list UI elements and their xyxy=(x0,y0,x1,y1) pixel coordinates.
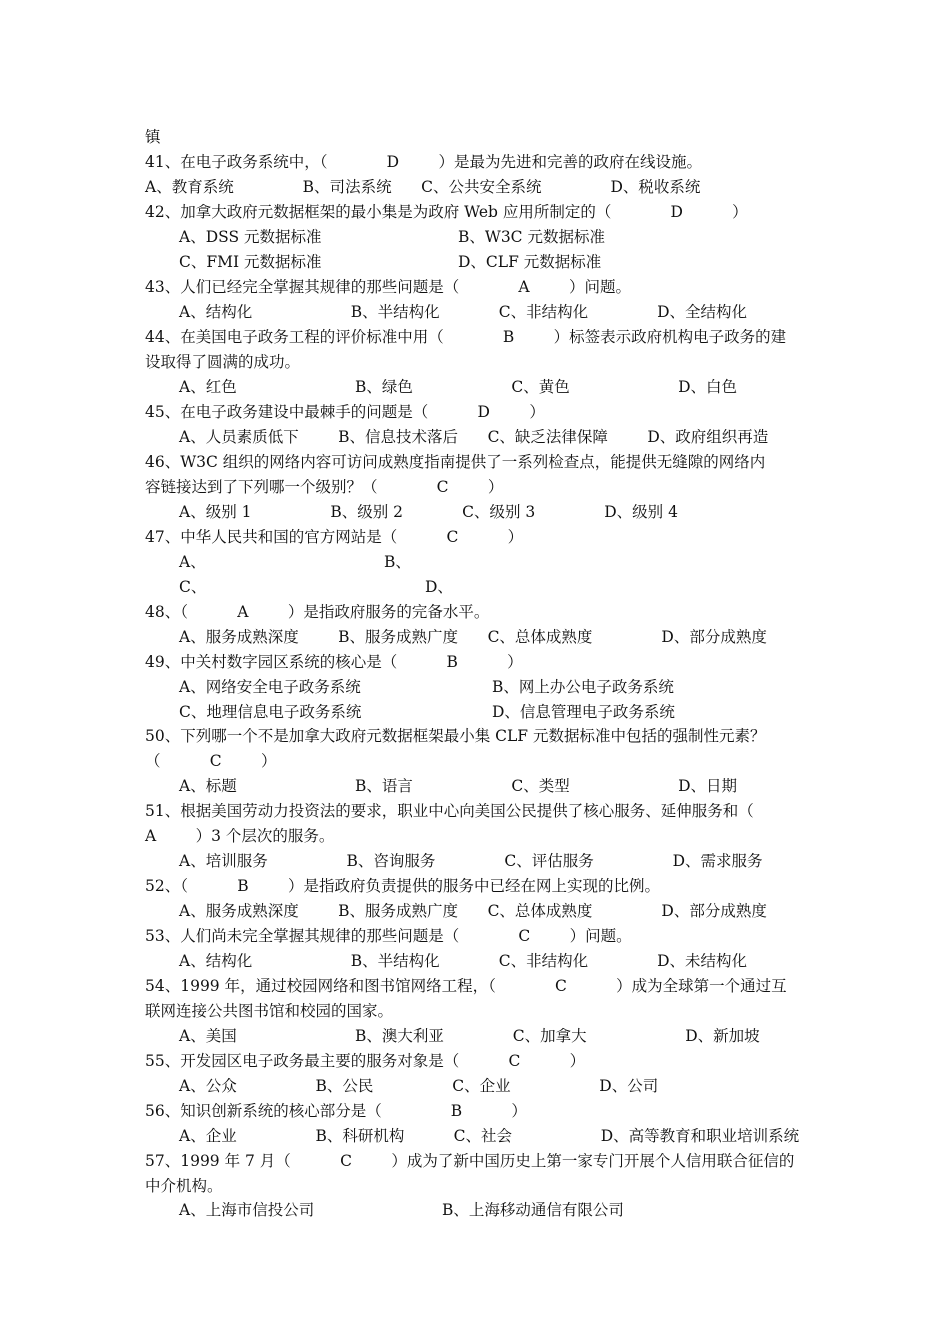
option-42-a: A、DSS 元数据标准 xyxy=(179,228,322,246)
option-47-a: A、 xyxy=(179,553,206,571)
question-47: 47、中华人民共和国的官方网站是（ C ） xyxy=(145,528,524,546)
question-54: 54、1999 年，通过校园网络和图书馆网络工程，（ C ）成为全球第一个通过互 xyxy=(145,977,787,995)
question-52: 52、（ B ）是指政府负责提供的服务中已经在网上实现的比例。 xyxy=(145,877,661,895)
text-line: 镇 xyxy=(145,128,161,146)
option-49-b: B、网上办公电子政务系统 xyxy=(492,678,674,696)
option-49-d: D、信息管理电子政务系统 xyxy=(492,703,675,721)
options-50: A、标题 B、语言 C、类型 D、日期 xyxy=(179,777,738,795)
options-45: A、人员素质低下 B、信息技术落后 C、缺乏法律保障 D、政府组织再造 xyxy=(179,428,769,446)
options-48: A、服务成熟深度 B、服务成熟广度 C、总体成熟度 D、部分成熟度 xyxy=(179,628,767,646)
option-47-c: C、 xyxy=(179,578,207,596)
question-55: 55、开发园区电子政务最主要的服务对象是（ C ） xyxy=(145,1052,586,1070)
question-50: 50、下列哪一个不是加拿大政府元数据框架最小集 CLF 元数据标准中包括的强制性元素？ xyxy=(145,727,766,745)
question-53: 53、人们尚未完全掌握其规律的那些问题是（ C ）问题。 xyxy=(145,927,632,945)
options-56: A、企业 B、科研机构 C、社会 D、高等教育和职业培训系统 xyxy=(179,1127,800,1145)
question-46: 46、W3C 组织的网络内容可访问成熟度指南提供了一系列检查点，能提供无缝隙的网络内 xyxy=(145,453,766,471)
question-44: 44、在美国电子政务工程的评价标准中用（ B ）标签表示政府机构电子政务的建 xyxy=(145,328,787,346)
question-57: 57、1999 年 7 月（ C ）成为了新中国历史上第一家专门开展个人信用联合征信的 xyxy=(145,1152,795,1170)
question-45: 45、在电子政务建设中最棘手的问题是（ D ） xyxy=(145,403,545,421)
question-56: 56、知识创新系统的核心部分是（ B ） xyxy=(145,1102,527,1120)
options-44: A、红色 B、绿色 C、黄色 D、白色 xyxy=(179,378,738,396)
option-49-a: A、网络安全电子政务系统 xyxy=(179,678,361,696)
options-41: A、教育系统 B、司法系统 C、公共安全系统 D、税收系统 xyxy=(145,178,701,196)
question-51-cont: A ）3 个层次的服务。 xyxy=(145,827,335,845)
question-41: 41、在电子政务系统中，（ D ）是最为先进和完善的政府在线设施。 xyxy=(145,153,702,171)
options-53: A、结构化 B、半结构化 C、非结构化 D、未结构化 xyxy=(179,952,748,970)
options-54: A、美国 B、澳大利亚 C、加拿大 D、新加坡 xyxy=(179,1027,760,1045)
options-46: A、级别 1 B、级别 2 C、级别 3 D、级别 4 xyxy=(179,503,678,521)
option-57-a: A、上海市信投公司 xyxy=(179,1201,315,1219)
option-49-c: C、地理信息电子政务系统 xyxy=(179,703,362,721)
question-50-cont: （ C ） xyxy=(145,752,277,770)
question-48: 48、（ A ）是指政府服务的完备水平。 xyxy=(145,603,490,621)
option-42-c: C、FMI 元数据标准 xyxy=(179,253,322,271)
options-55: A、公众 B、公民 C、企业 D、公司 xyxy=(179,1077,659,1095)
option-47-d: D、 xyxy=(425,578,453,596)
options-43: A、结构化 B、半结构化 C、非结构化 D、全结构化 xyxy=(179,303,748,321)
option-47-b: B、 xyxy=(384,553,411,571)
options-51: A、培训服务 B、咨询服务 C、评估服务 D、需求服务 xyxy=(179,852,763,870)
option-42-b: B、W3C 元数据标准 xyxy=(458,228,605,246)
question-46-cont: 容链接达到了下列哪一个级别？（ C ） xyxy=(145,478,504,496)
question-43: 43、人们已经完全掌握其规律的那些问题是（ A ）问题。 xyxy=(145,278,631,296)
question-49: 49、中关村数字园区系统的核心是（ B ） xyxy=(145,653,523,671)
question-54-cont: 联网连接公共图书馆和校园的国家。 xyxy=(145,1002,394,1020)
option-42-d: D、CLF 元数据标准 xyxy=(458,253,602,271)
question-44-cont: 设取得了圆满的成功。 xyxy=(145,353,301,371)
options-52: A、服务成熟深度 B、服务成熟广度 C、总体成熟度 D、部分成熟度 xyxy=(179,902,767,920)
question-57-cont: 中介机构。 xyxy=(145,1177,223,1195)
question-42: 42、加拿大政府元数据框架的最小集是为政府 Web 应用所制定的（ D ） xyxy=(145,203,748,221)
question-51: 51、根据美国劳动力投资法的要求，职业中心向美国公民提供了核心服务、延伸服务和（ xyxy=(145,802,754,820)
option-57-b: B、上海移动通信有限公司 xyxy=(442,1201,624,1219)
